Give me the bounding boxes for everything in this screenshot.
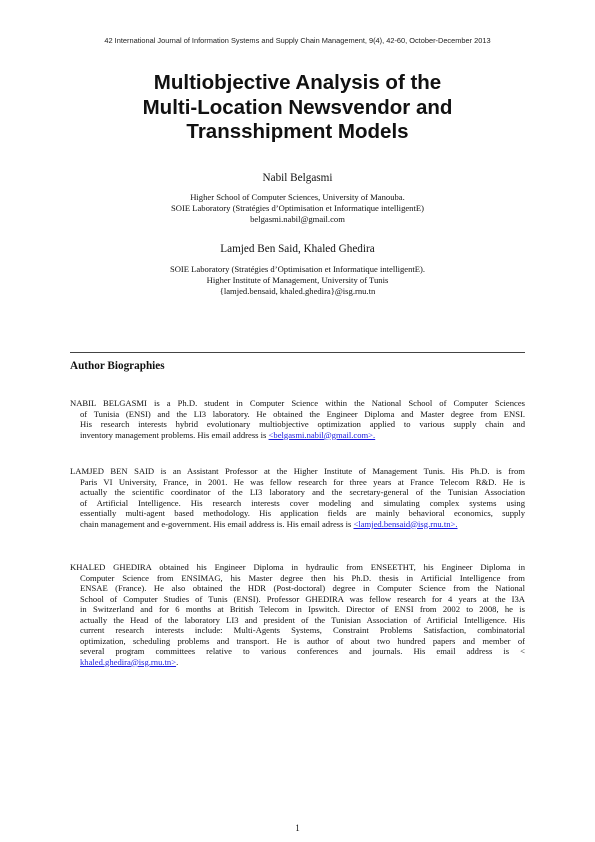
bio-line: Computer Science from ENSIMAG, his Master degree then his Ph.D. thesis in Artificial Intelligence from — [80, 572, 525, 583]
bio-line: ENSAE (France). He also obtained the HDR (Post-doctoral) degree in Computer Science from the National — [80, 583, 525, 593]
running-header: 42 International Journal of Information Systems and Supply Chain Management, 9(4), 42-60, October-December 2013 — [104, 36, 491, 45]
bio-line: essentially multi-agent based methodology. His application fields are mainly behavioral economics, supply — [80, 508, 525, 518]
bio-text: chain management and e-government. His email address is. His email adress is — [80, 518, 354, 529]
affiliation-email: {lamjed.bensaid, khaled.ghedira}@isg.rnu.tn — [219, 286, 376, 296]
page-number: 1 — [295, 823, 300, 833]
bio-line: LAMJED BEN SAID is an Assistant Professor at the Higher Institute of Management Tunis. His Ph.D. is from — [70, 466, 525, 476]
bio-line: KHALED GHEDIRA obtained his Engineer Diploma in hydraulic from ENSEETHT, his Engineer Diploma in — [70, 562, 525, 572]
affiliation-line: SOIE Laboratory (Stratégies d’Optimisation et Informatique intelligentE) — [171, 203, 424, 213]
email-link[interactable]: <lamjed.bensaid@isg.rnu.tn>. — [353, 518, 458, 529]
bio-line: in Switzerland and for 6 months at British Telecom in Ipswitch. Director of ENSI from 2002 to 2008, he is — [80, 604, 525, 614]
bio-line: actually the scientific coordinator of the LI3 laboratory and the secretary-general of the Tunisian Association — [80, 487, 525, 497]
bio-line-final — [70, 430, 525, 441]
bio-line: of Artificial Intelligence. His research interests cover modeling and simulating complex systems using — [80, 497, 525, 508]
author-affiliation-1 — [0, 192, 595, 225]
section-heading: Author Biographies — [70, 360, 165, 372]
bio-line-final — [70, 657, 525, 668]
email-link[interactable]: <belgasmi.nabil@gmail.com>. — [268, 429, 376, 440]
bio-line: His research interests hybrid evolutionary multiobjective optimization applied to various supply chain and — [80, 419, 525, 429]
bio-line: NABIL BELGASMI is a Ph.D. student in Computer Science within the National School of Computer Sciences — [70, 398, 525, 408]
bio-line: Paris VI University, France, in 2001. He was fellow research for three years at France Telecom R&D. He is — [80, 476, 525, 487]
bio-line-final — [70, 519, 525, 530]
affiliation-email: belgasmi.nabil@gmail.com — [250, 214, 345, 224]
bio-text: inventory management problems. His email address is — [80, 429, 269, 440]
bio-line: several program committees relative to various conferences and journals. His email address is < — [80, 646, 525, 656]
bio-bensaid — [70, 466, 525, 529]
email-link[interactable]: khaled.ghedira@isg.rnu.tn> — [80, 656, 177, 667]
bio-ghedira — [70, 562, 525, 667]
author-name-1: Nabil Belgasmi — [262, 172, 333, 184]
author-name-2: Lamjed Ben Said, Khaled Ghedira — [220, 243, 375, 255]
bio-line: optimization, scheduling problems and transport. He is author of about two hundred papers and member of — [80, 635, 525, 646]
bio-line: current research interests include: Multi-Agents Systems, Constraint Problems Satisfaction, combinatorial — [80, 625, 525, 635]
bio-belgasmi — [70, 398, 525, 440]
title-line: Multi-Location Newsvendor and — [142, 95, 453, 119]
paper-title — [60, 71, 535, 145]
bio-text: . — [176, 656, 179, 667]
affiliation-line: SOIE Laboratory (Stratégies d’Optimisation et Informatique intelligentE). — [169, 264, 426, 274]
bio-line: of Tunisia (ENSI) and the LI3 laboratory. He obtained the Engineer Diploma and Master degree from ENSI. — [80, 408, 525, 419]
affiliation-line: Higher Institute of Management, University of Tunis — [206, 275, 389, 285]
title-line: Transshipment Models — [186, 120, 409, 143]
bio-line: actually the Head of the laboratory LI3 and president of the Tunisian Association of Artificial Intelligence. His — [80, 614, 525, 625]
author-affiliation-2 — [0, 264, 595, 297]
affiliation-line: Higher School of Computer Sciences, University of Manouba. — [190, 192, 405, 202]
title-line: Multiobjective Analysis of the — [153, 71, 442, 94]
bio-line: School of Computer Studies of Tunis (ENSI). Professor GHEDIRA was fellow research for 4 years at the I3A — [80, 593, 525, 604]
section-divider — [70, 352, 525, 353]
